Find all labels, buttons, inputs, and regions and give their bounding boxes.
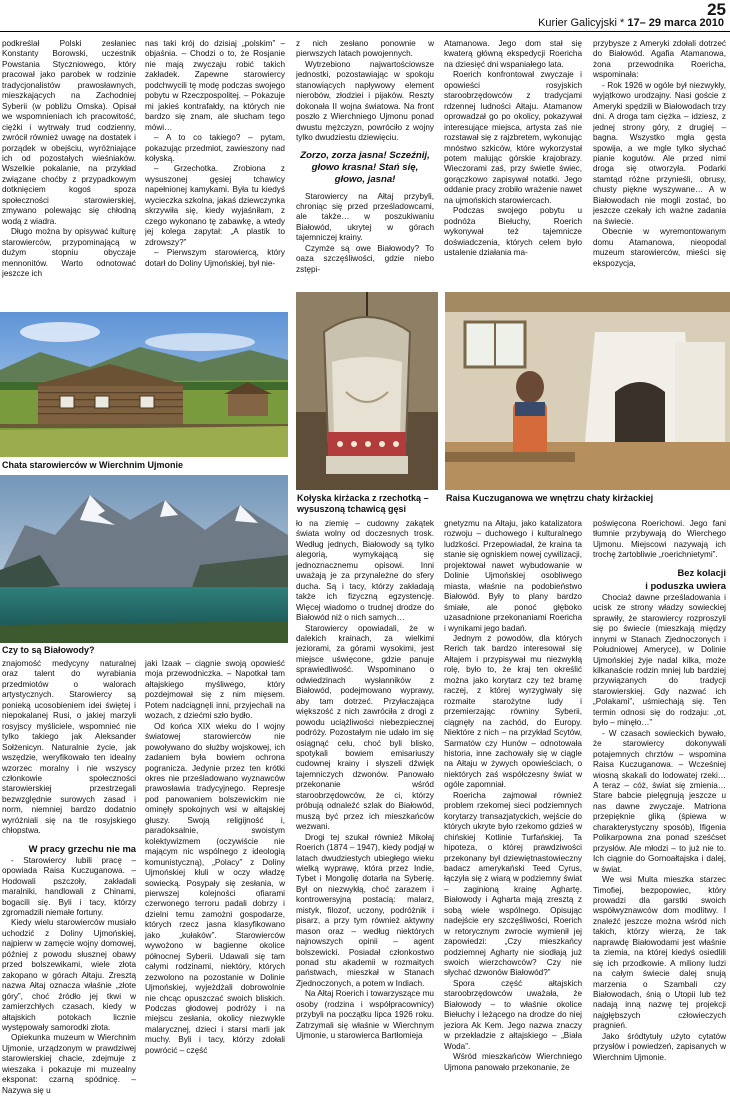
column-5-bottom	[593, 519, 726, 1101]
paragraph: Czymże są owe Białowody? To oaza szczęśliwości, gdzie niebo zstępi-	[296, 243, 434, 274]
paragraph: Od końca XIX wieku do I wojny światowej starowierców nie powoływano do służby wojskowej, ich zadaniem była bowiem ochrona pogranicza. Jedynie przez ten krótki okres nie prześladowano wyznawców prawosławia tradycyjnego. Represje pod panowaniem bolszewickim nie ominęły spokojnych wsi w ałtajskiej głuszy. Swoją religijność i, paradoksalnie, swoistym kolektywizmem (oczywiście nie mającym nic wspólnego z ideologią komunistyczną), „Polacy” z Doliny Ujmońskiej kłuli w oczy władzę sowiecką. Posypały się zesłania, w pierwszej kolejności ofiarami czerwonego terroru padali dobrzy i dzielni temu zamożni gospodarze, których rzecz jasna klasyfikowano jako „kułaków”. Starowierców wywożono w bagienne okolice północnej Syberii. Udawali się tam całymi rodzinami, niektóry, których zezwolono na pozostanie w Dolinie Ujmońskiej, wyjeżdżali dobrowolnie nie chcąc opuszczać swoich bliskich. Podczas głodowej podróży i na miejscu zesłania, okolicy niezwykle malarycznej, dzieci i starsi marli jak muchy. Byli i tacy, którzy zdołali powrócić – część	[145, 721, 285, 1055]
column-3-top	[296, 39, 434, 289]
paragraph: Jako śródtytuły użyto cytatów przysłów i powiedzeń, zapisanych w Wierchnim Ujmonie.	[593, 1031, 726, 1062]
paragraph: jaki Izaak – ciągnie swoją opowieść moja przewodniczka. – Napotkał tam ałtajskiego myśliwego, który pozdejmował się z nim mięsem. Potem nadciągnęli inni, przyjechali na wozach, z dziećmi szło bydło.	[145, 659, 285, 721]
paragraph: We wsi Multa mieszka starzec Timofiej, bezpopowiec, który prowadzi dla garstki swoich współwyznawców dom modlitwy. I znaleźć jeszcze można wśród nich takich, którzy wierzą, że tak naprawdę Białowodami jest właśnie ta ziemia, na której kiedyś osiedlili się ich przodkowie. A miliony ludzi na całym świecie dalej snują marzenia o Szambali czy Białowodach, śnią o Utopii lub też nadają inną nazwę tej projekcji najgłębszych człowieczych pragnień.	[593, 875, 726, 1031]
paragraph: podkreślał Polski zesłaniec Konstanty Borowski, uczestnik Powstania Styczniowego, który pracował jako parobek w rodzinie tradycjonalistów prawosławnych, mieszkających na Zachodniej Syberii (w pobliżu Omska). Opisał we wspomnieniach ich pracowitość, ciężki i wytrwały trud codzienny, zwrócił również uwagę na dostatek i porządek w obejściu, wyróżniające ich od pozostałych wieśniaków. Wszelkie pokalanie, na przykład związane choćby z przypadkowym dotknięciem kogoś spoza społeczności starowierskiej, zmywano polewając się chłodną wodą z wiadra.	[2, 39, 136, 226]
photo-village-hut	[0, 312, 288, 457]
paragraph: Drogi tej szukał również Mikołaj Roerich (1874 – 1947), kiedy podjął w latach dwudziestych ubiegłego wieku wielką wyprawę, która przez Indie, Tybet i Mongolię dotarła na Syberię. Był on niezwykłą, choć zarazem i kontrowersyjną postacią: malarz, mistyk, filozof, uczony, podróżnik i pisarz, a przy tym również aktywny mason oraz – według niektórych najnowszych opinii – agent bolszewicki. Posiadał członkostwo ponad stu akademii w rozmaitych państwach, mieszkał w Stanach Zjednoczonych, a potem w Indiach.	[296, 832, 434, 988]
paragraph: Starowiercy opowiadali, że w dalekich krainach, za wielkimi jeziorami, za górami wysokimi, jest miejsce uświęcone, gdzie panuje sprawiedliwość. Wspominano o odwiedzinach wysłanników z Białowód, podejmowano wyprawy, aby tam dotrzeć. Przyłaczająca większość z nich zawróciła z drogi z powodu uciążliwości niebezpiecznej podróży. Pozostałym nie udało im się osiągnąć celu, choć byli blisko, spotykali bowiem emisariuszy cudownej krainy i słyszeli dźwięk tajemniczych dzwonów. Panowało przekonanie wśród staroobrzędowców, że ci, którzy próbują odnaleźć szlak do Białowód, muszą być przez ich mieszkańców wezwani.	[296, 623, 434, 832]
paragraph: Na Ałtaj Roerich i towarzyszące mu osoby (rodzina i współpracownicy) przybyli na początku lipca 1926 roku. Zatrzymali się właśnie w Wierchnym Ujmonie, u starowiercа Bartłomieja	[296, 989, 434, 1041]
column-1-top	[2, 39, 136, 309]
paragraph: poświęcona Roerichowi. Jego fani tłumnie przybywają do Wierchego Ujmonu. Miejscowi nazywają ich trochę żartobliwie „roerichnietymi”.	[593, 519, 726, 560]
column-2-top	[145, 39, 285, 309]
paragraph: Długo można by opisywać kulturę starowierców, przypominającą w dużym stopniu obyczaje mennonitów. Warto odnotować jeszcze ich	[2, 227, 136, 278]
paragraph: – A to co takiego? – pytam, pokazując przedmiot, zawieszony nad kołyską.	[145, 133, 285, 163]
paragraph: Roericha zajmował również problem rzekomej sieci podziemnych korytarzy transazjatyckich, wejście do których ukryte było rzekomo gdzieś w chińskiej Kotlinie Turfańskiej. Ta hipoteza, o której prawdziwości przekonany był dziewiętnastowieczny badacz amerykański Teed Cyrus, łączyła się z wiarą w podziemny świat – zaginioną krainę Aghartę. Białowody i Agharta mają zresztą z sobą wiele wspólnego. Opisując nadejście ery szczęśliwości, Roerich w retorycznym zwrocie wymienił jej zapowiedzi: „Czy mieszkańcy podziemnej Aghartу nie siodłają już swoich wierzchowców? Czy nie słychać dzwonów Białowód?”	[444, 790, 582, 978]
paragraph: Starowiercy na Ałtaj przybyli, chroniąc się przed prześladowcami, ale także… w poszukiwaniu Białowód, ukrytej w górach tajemniczej krainy.	[296, 191, 434, 243]
paragraph: Wytrzebiono najwartościowsze jednostki, pozostawiając w spokoju stanowiących napływowy element nierobów, złodziei i pijaków. Reszty dokonała II wojna światowa. Na front poszło z Wierchniego Ujmonu ponad dwustu mężczyzn, powróciło z wojny tylko dwudziestu dziewięciu.	[296, 59, 434, 143]
column-1-bottom	[2, 659, 136, 1101]
column-3-bottom	[296, 519, 434, 1101]
paragraph: Chociaż dawne prześladowania i ucisk ze strony władzy sowieckiej sprawiły, że starowiercy rozproszyli się po świecie (mieszkają między innymi w Stanach Zjednoczonych i Południowej Ameryce), w Dolinie Ujmońskiej żyje nadal kilka, może kilkanaście rodzin mniej lub bardziej przywiązanych do tradycji starowierskiej. Gdy nazwać ich „Polakami”, uśmiechają się. Ten termin odnosi się do rodzaju: „ot, było – minęło…”	[593, 592, 726, 728]
separator: *	[620, 17, 625, 29]
paragraph: gnetyzmu na Ałtaju, jako katalizatora rozwoju – duchowego i kulturalnego ludzkości. Przepowiadał, że kraina ta stanie się ogniskiem nowej cywilizacji, projektował nawet wybudowanie w Dolinie Ujmońskiej osobliwego miasta, właśnie na podobieństwo Białowód. Były to plany bardzo śmiałe, ale ponoć głęboko uzasadnione przekonaniami Roericha i wynikami jego badań.	[444, 519, 582, 633]
paragraph: Obecnie w wyremontowanym domu Atamanowa, nieopodal muzeum starowierców, mieści się ekspozycja,	[593, 227, 726, 268]
header-rule	[0, 31, 730, 32]
paragraph: przybysze z Ameryki zdołali dotrzeć do Białowód. Agafia Atamanowa, żona przewodnika Roericha, wspominała:	[593, 39, 726, 80]
paragraph: Podczas swojego pobytu u podnóża Biełuchy, Roerich wykonywał też tajemnicze doświadczenia, których celem było ustalenie działania ma-	[444, 206, 582, 258]
paragraph: Kiedy wielu starowierców musiało uchodzić z Doliny Ujmońskiej, najpierw w zamęcie wojny domowej, później z powodu słusznej obawy przed bolszewikami, wiele złota zakopano w górach Ałtaju. Zresztą nazwa Ałtaj oznacza właśnie „złote góry”, choć źródło jej tkwi w zamierzchłych czasach, kiedy w ałtajskich potokach licznie występowały samorodki złota.	[2, 918, 136, 1032]
interior-illustration	[445, 292, 730, 490]
subheading-quote: Zorzo, zorza jasna! Sczeźnij, głowo krasna! Stań się, głowo, jasna!	[300, 149, 430, 185]
paragraph: - Starowiercy lubili pracę – opowiada Raisa Kuczuganowa. – Hodowali pszczoły, zakładali maralniki, handlowali z Chinami, bogacili się. Byli i tacy, którzy zgromadzili niemałe fortuny.	[2, 855, 136, 917]
paragraph: Jednym z powodów, dla których Rerich tak bardzo interesował się Ałtajem i przypisywał mu niezwykłą rolę, było to, że kraj ten określić można jako korytarz czy też bramę raczej, z której wyrzygiwały się rozmaite starożytne ludy i przemierzając równiny Syberii, ciągnęły na zachód, do Europy. Niektóre z nich – na przykład Scytów, Sarmatów czy Hunów – odnotowała historia, inne zachowały się w ciągle na Ałtaju w żywych opowieściach, o niektórych zaś współczesny świat w ogóle zapomniał.	[444, 633, 582, 790]
column-5-top	[593, 39, 726, 289]
paragraph: - W czasach sowieckich bywało, że starowiercy dokonywali potajemnych chrztów – wspomina Raisa Kuczuganowa. – Wcześniej wiosną skakali do lodowatej rzeki… A teraz – cóż, świat się zmienia… Stare babcie pielęgnują jeszcze u nas dawne zwyczaje. Matriona przepięknie gliką (śpiewa w charakterystyczny sposób), Ifigenia Polikarpowna zna ponad sześćset przysłów. Ale młodzi – to już nie to. Ich ciągnie do Gornoałtajska i dalej, w świat.	[593, 728, 726, 874]
paragraph: znajomość medycyny naturalnej oraz talent do wyrabiania przedmiotów o walorach artystycznych. Starowiercy są ponieką ucosobieniem idei świętej i niepokalanej Rusi, o jakiej marzyli rosyjscy myśliciele, wspomnieć nie tylko takiego jak Aleksander Sołżenicyn. Naturalnie życie, jak wszędzie, weryfikowało ten idealny wzorzec moralny i nie wszyscy członkowie społeczności starowierskiej przestrzegali bezwzględnie surowych zasad i norm, niemniej bardzo dodatnio wyróżniali się na tle rosyjskiego chłopstwa.	[2, 659, 136, 836]
issue-date: 17– 29 marca 2010	[627, 17, 724, 29]
paragraph: z nich zesłano ponownie w pierwszych latach powojennych.	[296, 39, 434, 59]
caption-village: Chata starowierców w Wierchnim Ujmonie	[2, 460, 183, 470]
caption-cradle: Kołyska kirżacka z rzechotką – wysuszoną tchawicą gęsi	[297, 493, 429, 514]
column-4-top	[444, 39, 582, 289]
paragraph: - Rok 1926 w ogóle był niezwykły, wyjątkowo urodzajny. Nasi goście z Ameryki spędzili w Białowodach trzy dni. A droga tam ciężka – idziesz, z jednej strony góry, z drugiej – bagna. Wszystko mgła gęsta spowija, a we mgle tylko słychać pianie kogutów. Ale przed nimi droga się otworzyła. Podarki stamtąd różne przynieśli, obrusy, chusty piękne wyszywane… A w Białowodach nie mogli zostać, bo jeszcze czekały ich ważne zadania na świecie.	[593, 80, 726, 226]
column-2-bottom	[145, 659, 285, 1101]
paragraph: Atamanowa. Jego dom stał się kwaterą główną ekspedycji Roericha na dziesięć dni wspaniałego lata.	[444, 39, 582, 69]
photo-cradle	[296, 292, 438, 490]
publication-name: Kurier Galicyjski	[538, 17, 617, 29]
photo-lake	[0, 475, 288, 643]
paragraph: Wśród mieszkańców Wierchniego Ujmona panowało przekonanie, że	[444, 1052, 582, 1072]
subheading: Bez kolacji	[677, 566, 726, 578]
lake-mountains-illustration	[0, 475, 288, 643]
paragraph: Roerich konfrontował zwyczaje i opowieści rosyjskich staroobrzędowców z tradycjami rdzennej ludności Ałtaju. Atamanow oprowadzał go po okolicy, pokazywał interesujące miejsca, artysta zaś nie rozstawał się z rajzbretem, wykonując mnóstwo szkiców, które wykorzystał potem malując górskie krajobrazy. Wieczorami zaś, przy świetle świec, gorączkowo zapisywał notatki. Jego oddanie pracy zrobiło wrażenie nawet na ujmońskich starowiercach.	[444, 70, 582, 205]
paragraph: nas taki krój do dzisiaj „polskim” – objaśnia. – Chodzi o to, że Rosjanie nie mają zwyczaju robić takich zakładek. Zapewne starowiercy podchwycili tę modę podczas swojego pobytu w Rzeczpospolitej. – Pokazuje mi jakieś kontrafałdy, na których nie bardzo się znam, ale słucham tego mówi…	[145, 39, 285, 132]
column-4-bottom	[444, 519, 582, 1101]
paragraph: – Pierwszym starowiercą, który dotarł do Doliny Ujmońskiej, był nie-	[145, 248, 285, 268]
page-number: 25	[707, 0, 726, 19]
paragraph: – Grzechotka. Zrobiona z wysuszonej gęsiej tchawicy napełnionej kamykami. Była tu kiedyś wycieczka szkolna, jakaś dziewczynka skrzywiła się, kiedy wyjaśniłam, z czego wykonano tę zabawkę, a wtedy jej kolega zapytał: „A plastik to zdrowszy?”	[145, 164, 285, 247]
subheading: W pracy grzechu nie ma	[28, 842, 136, 854]
paragraph: Spora część ałtajskich staroobrzędowców uważała, że Białowody – to właśnie okolice Biełuchy i leżącego na drodze do niej jeziora Ak Kem. Jego nazwa znaczy w przekładzie z ałtajskiego – „Biała Woda”.	[444, 978, 582, 1051]
publication-line	[538, 17, 724, 29]
caption-interior: Raisa Kuczuganowa we wnętrzu chaty kirżackiej	[446, 493, 654, 503]
page-header	[0, 0, 730, 30]
caption-lake: Czy to są Białowody?	[2, 645, 95, 655]
paragraph: ło na ziemię – cudowny zakątek świata wolny od doczesnych trosk. Według jednych, Białowody są tylko alegorią, wymykającą się jednoznacznemu opisowi. Inni uważają je za przynależne do sfery ducha. Są i tacy, którzy zakładają także ich fizyczną egzystencję. Więcej wiadomo o trudnej drodze do Białowód niż o nich samych…	[296, 519, 434, 623]
cradle-illustration	[296, 292, 438, 490]
photo-interior	[445, 292, 730, 490]
village-hut-illustration	[0, 312, 288, 457]
subheading: i poduszka uwiera	[645, 579, 726, 591]
paragraph: Opiekunka muzeum w Wierchnim Ujmonie, urządzonym w prawdziwej starowierskiej chacie, zdejmuje z wieszaka i pokazuje mi muzealny eksponat: czarną spódnicę. – Nazywa się u	[2, 1033, 136, 1095]
